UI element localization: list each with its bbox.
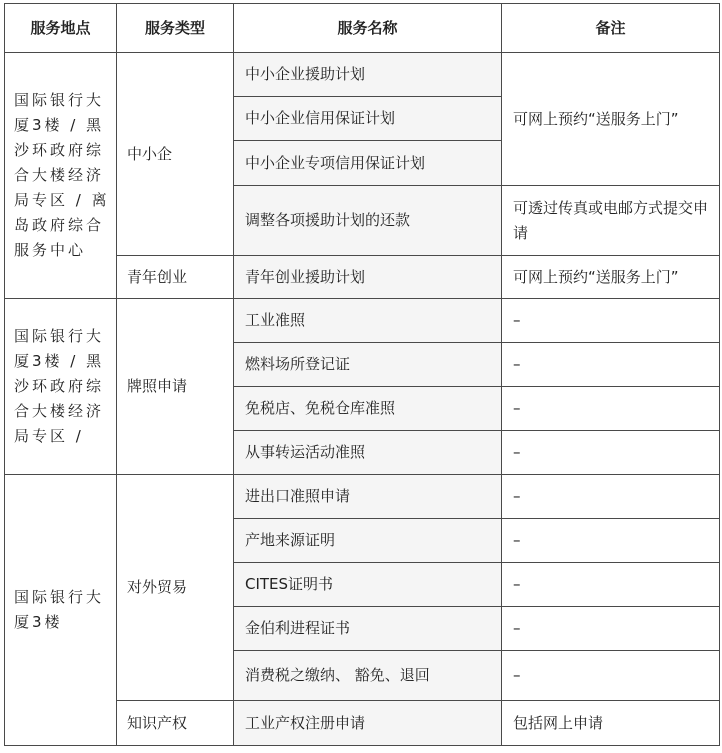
service-type-cell: 知识产权: [117, 701, 234, 746]
service-note-cell: –: [502, 563, 720, 607]
services-table: [4, 3, 720, 746]
service-note-cell: –: [502, 343, 720, 387]
service-name-cell: 中小企业专项信用保证计划: [234, 141, 502, 186]
header-location: 服务地点: [5, 4, 117, 53]
service-name-cell: 燃料场所登记证: [234, 343, 502, 387]
service-note-cell: –: [502, 431, 720, 475]
header-note: 备注: [502, 4, 720, 53]
service-note-cell: –: [502, 387, 720, 431]
service-location-cell: 国际银行大厦3楼 / 黑沙环政府综合大楼经济局专区 / 离岛政府综合服务中心: [5, 53, 117, 299]
service-name-cell: 调整各项援助计划的还款: [234, 186, 502, 256]
service-name-cell: 中小企业信用保证计划: [234, 97, 502, 141]
service-type-cell: 青年创业: [117, 256, 234, 299]
service-name-cell: CITES证明书: [234, 563, 502, 607]
service-location-cell: 国际银行大厦3楼: [5, 475, 117, 746]
service-name-cell: 金伯利进程证书: [234, 607, 502, 651]
service-note-cell: –: [502, 475, 720, 519]
service-name-cell: 中小企业援助计划: [234, 53, 502, 97]
service-name-cell: 工业准照: [234, 299, 502, 343]
service-note-cell: –: [502, 519, 720, 563]
service-note-cell: –: [502, 651, 720, 701]
service-location-cell: 国际银行大厦3楼 / 黑沙环政府综合大楼经济局专区 /: [5, 299, 117, 475]
service-name-cell: 青年创业援助计划: [234, 256, 502, 299]
service-note-cell: –: [502, 299, 720, 343]
service-name-cell: 从事转运活动准照: [234, 431, 502, 475]
service-note-cell: 可网上预约“送服务上门”: [502, 53, 720, 186]
header-service-type: 服务类型: [117, 4, 234, 53]
service-type-cell: 牌照申请: [117, 299, 234, 475]
service-note-cell: 可网上预约“送服务上门”: [502, 256, 720, 299]
header-row: [5, 4, 720, 53]
table-row: [5, 53, 720, 97]
header-service-name: 服务名称: [234, 4, 502, 53]
table-body: [5, 53, 720, 746]
service-name-cell: 免税店、免税仓库准照: [234, 387, 502, 431]
table-row: [5, 299, 720, 343]
service-name-cell: 产地来源证明: [234, 519, 502, 563]
service-note-cell: –: [502, 607, 720, 651]
service-name-cell: 进出口准照申请: [234, 475, 502, 519]
table-row: [5, 475, 720, 519]
service-note-cell: 可透过传真或电邮方式提交申请: [502, 186, 720, 256]
service-name-cell: 消费税之缴纳、 豁免、退回: [234, 651, 502, 701]
service-type-cell: 中小企: [117, 53, 234, 256]
service-name-cell: 工业产权注册申请: [234, 701, 502, 746]
service-note-cell: 包括网上申请: [502, 701, 720, 746]
service-type-cell: 对外贸易: [117, 475, 234, 701]
